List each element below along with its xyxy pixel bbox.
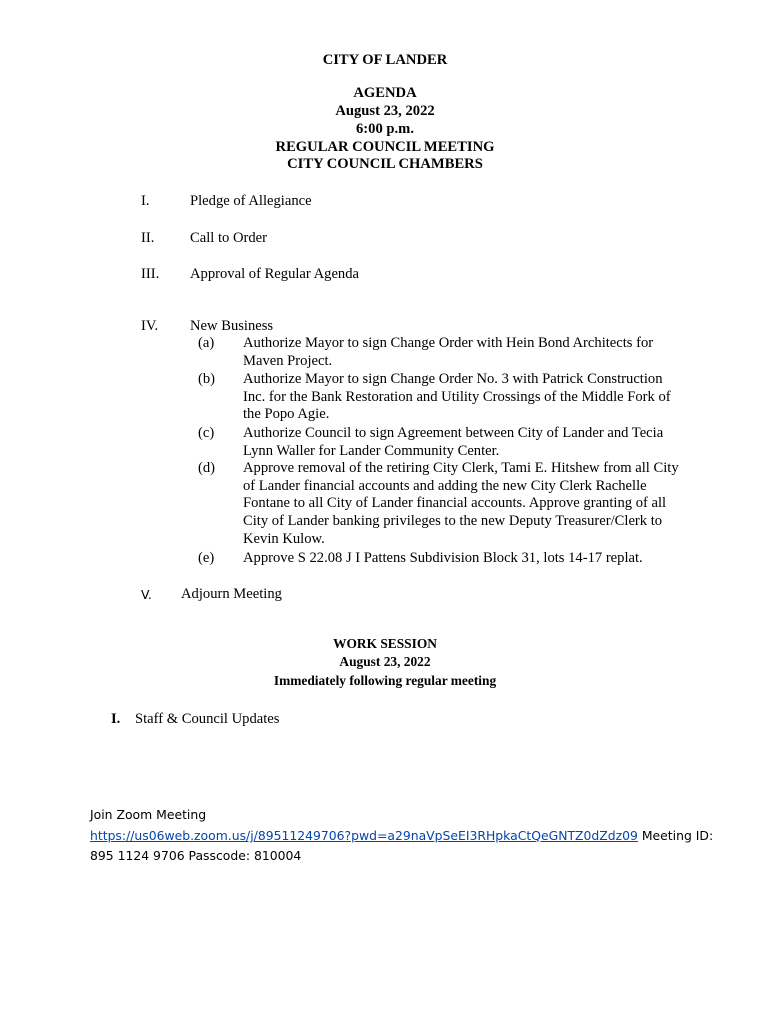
work-session-item-label: Staff & Council Updates xyxy=(135,711,280,727)
sub-item-letter: (d) xyxy=(198,460,216,476)
meeting-date: August 23, 2022 xyxy=(335,103,435,119)
agenda-item-label: Call to Order xyxy=(190,230,268,246)
agenda-item-number: II. xyxy=(141,230,155,246)
work-session-date: August 23, 2022 xyxy=(339,654,431,669)
work-session-subtitle: Immediately following regular meeting xyxy=(273,673,497,688)
zoom-link-line xyxy=(90,828,713,843)
sub-item-letter: (e) xyxy=(198,550,215,566)
meeting-type: REGULAR COUNCIL MEETING xyxy=(275,139,495,155)
sub-item-text: Authorize Council to sign Agreement between City of Lander and Tecia Lynn Waller for Lander Community Center. xyxy=(243,425,664,459)
meeting-location: CITY COUNCIL CHAMBERS xyxy=(287,156,483,172)
sub-item-text: Approve S 22.08 J I Pattens Subdivision Block 31, lots 14-17 replat. xyxy=(243,550,643,566)
agenda-item-label: Pledge of Allegiance xyxy=(190,193,312,209)
agenda-title: AGENDA xyxy=(353,85,417,101)
agenda-item-label: Adjourn Meeting xyxy=(181,586,282,602)
meeting-id-passcode: 895 1124 9706 Passcode: 810004 xyxy=(90,848,302,863)
sub-item-letter: (c) xyxy=(198,425,215,441)
agenda-item-number: V. xyxy=(141,587,152,602)
sub-item-text: Approve removal of the retiring City Clerk, Tami E. Hitshew from all City of Lander financial accounts and adding the new City Clerk Rachelle Fontane to all City of Lander financial accounts. Approve granting of all City of Lander banking privileges to the new Deputy Treasurer/Clerk to Kevin Kulow. xyxy=(243,460,679,547)
agenda-item-label: Approval of Regular Agenda xyxy=(190,266,359,282)
work-session-title: WORK SESSION xyxy=(333,636,437,651)
zoom-heading: Join Zoom Meeting xyxy=(90,807,207,822)
sub-item-letter: (b) xyxy=(198,371,216,387)
sub-item-text: Authorize Mayor to sign Change Order with Hein Bond Architects for Maven Project. xyxy=(243,335,654,369)
zoom-meeting-link[interactable]: https://us06web.zoom.us/j/89511249706?pwd=a29naVpSeEI3RHpkaCtQeGNTZ0dZdz09 xyxy=(90,828,638,843)
agenda-item-number: III. xyxy=(141,266,160,282)
agenda-item-number: I. xyxy=(141,193,150,209)
work-session-item-number: I. xyxy=(111,711,121,727)
meeting-time: 6:00 p.m. xyxy=(356,121,414,137)
city-name: CITY OF LANDER xyxy=(322,52,448,68)
agenda-item-label: New Business xyxy=(190,318,274,334)
meeting-id-label: Meeting ID: xyxy=(641,828,714,843)
sub-item-text: Authorize Mayor to sign Change Order No. 3 with Patrick Construction Inc. for the Bank Restoration and Utility Crossings of the Middle Fork of the Popo Agie. xyxy=(243,371,671,423)
agenda-item-number: IV. xyxy=(141,318,159,334)
sub-item-letter: (a) xyxy=(198,335,215,351)
